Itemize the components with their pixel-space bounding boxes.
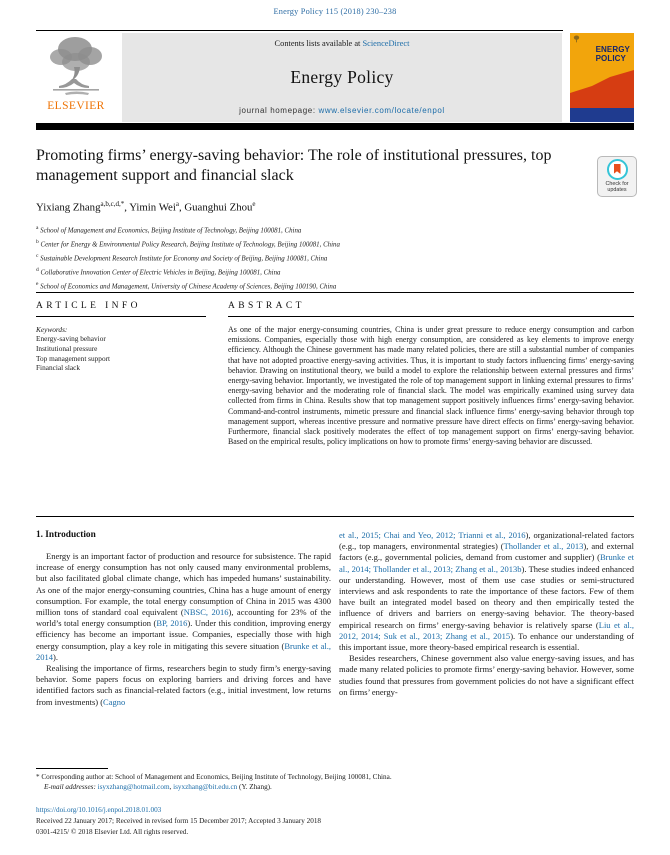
article-info-heading: ARTICLE INFO — [36, 301, 141, 311]
affiliation-row — [36, 251, 596, 265]
affiliation-row — [36, 237, 596, 251]
citation-link[interactable]: isyxzhang@bit.edu.cn — [173, 783, 238, 791]
citation-link[interactable]: isyxzhang@hotmail.com — [97, 783, 170, 791]
affiliation-sup: b — [36, 238, 39, 245]
affiliation-row — [36, 265, 596, 279]
elsevier-wordmark: ELSEVIER — [47, 100, 105, 112]
doi-link[interactable]: https://doi.org/10.1016/j.enpol.2018.01.003 — [36, 806, 162, 814]
affiliation-row — [36, 279, 596, 293]
body-column-right — [339, 530, 634, 766]
homepage-url-link[interactable]: www.elsevier.com/locate/enpol — [318, 106, 445, 115]
citation-link[interactable]: Brunke et al., 2014 — [36, 640, 331, 662]
header-thick-bar — [36, 123, 634, 130]
citation-link[interactable]: NBSC, 2016 — [183, 607, 229, 618]
badge-text-line2: updates — [607, 187, 627, 193]
citation-link[interactable]: Thollander et al., 2013 — [503, 541, 584, 552]
contents-line — [275, 39, 410, 48]
keyword-item: Energy-saving behavior — [36, 334, 106, 343]
abstract-section — [228, 301, 634, 447]
cover-bottom-band — [570, 108, 634, 122]
updates-circle-icon — [607, 159, 628, 180]
badge-text-line1: Check for — [605, 181, 629, 187]
bookmark-icon — [614, 164, 621, 174]
citation-link[interactable]: et al., 2015; Chai and Yeo, 2012; Trianni et al., 2016 — [339, 530, 526, 540]
keyword-item: Top management support — [36, 353, 111, 363]
affiliation-sup: c — [36, 252, 39, 259]
article-info-heading-rule — [36, 316, 206, 317]
badge-text — [598, 181, 636, 193]
contents-prefix: Contents lists available at — [274, 39, 363, 48]
check-for-updates-badge[interactable] — [597, 156, 637, 197]
sciencedirect-link[interactable]: ScienceDirect — [362, 39, 410, 48]
citation-link[interactable]: Cagno — [103, 696, 126, 707]
affiliation-text: School of Economics and Management, University of Chinese Academy of Sciences, Beijing 100190, China — [38, 282, 337, 290]
cover-title — [596, 46, 630, 63]
affiliation-sup: d — [36, 266, 39, 273]
affiliation-text: School of Management and Economics, Beijing Institute of Technology, Beijing 100081, China — [38, 227, 302, 235]
citation-link[interactable]: BP, 2016 — [156, 618, 188, 629]
affiliation-sup: a — [36, 225, 39, 231]
abstract-bottom-rule — [36, 516, 634, 517]
keyword-item: Institutional pressure — [36, 343, 98, 353]
intro-paragraph: et al., 2015; Chai and Yeo, 2012; Trianni et al., 2016), organizational-related factors (e.g., top managers, environmental strategies) (Thollander et al., 2013), and external factors (e.g., governmental policies, demand from customer and supplier) (Brunke et al., 2014; Thollander et al., 2013; Zhang et al., 2013b). These studies indeed enhanced our understanding. However, most of them use case studies or semi-structured interviews and ask respondents to rate the importance of these factors. Few of them have built an integrated model based on theory and then empirically tested the influence of drivers and barriers on energy-saving behavior. The theory-based empirical research on firms’ energy-saving behavior is relatively sparse (Liu et al., 2012, 2014; Suk et al., 2013; Zhang et al., 2015). To enhance our understanding of this important issue, more theory-based empirical research is essential. — [339, 530, 634, 653]
journal-citation-header: Energy Policy 115 (2018) 230–238 — [273, 7, 397, 16]
body-column-left — [36, 551, 331, 765]
journal-cover-thumbnail — [570, 33, 634, 122]
affiliation-text: Collaborative Innovation Center of Electric Vehicles in Beijing, Beijing 100081, China — [38, 268, 281, 276]
elsevier-logo — [36, 33, 116, 122]
journal-banner — [122, 33, 562, 122]
abstract-heading-rule — [228, 316, 634, 317]
footnote-line2: E-mail addresses: isyxzhang@hotmail.com, isyxzhang@bit.edu.cn (Y. Zhang). — [44, 783, 272, 791]
footnote-line1: * Corresponding author at: School of Management and Economics, Beijing Institute of Technology, Beijing 100081, China. — [36, 773, 392, 781]
affiliation-sup: e — [36, 280, 39, 287]
header-top-rule — [36, 30, 563, 31]
keywords-label: Keywords: — [36, 325, 68, 334]
homepage-label: journal homepage: — [239, 106, 319, 115]
affiliation-text: Sustainable Development Research Institute for Economy and Society of Beijing, Beijing 100081, China — [38, 255, 328, 263]
cover-title-line1: ENERGY — [595, 45, 630, 54]
cover-title-line2: POLICY — [595, 53, 626, 63]
affiliation-row — [36, 223, 596, 237]
journal-title: Energy Policy — [290, 66, 394, 87]
homepage-line — [239, 106, 445, 115]
author-list: Yixiang Zhang$^{a,b,c,d,*}$, Yimin Wei$^a$, Guanghui Zhou$^e$ — [36, 200, 256, 214]
introduction-heading: 1. Introduction — [36, 530, 96, 540]
citation-link[interactable]: Liu et al., 2012, 2014; Suk et al., 2013; Zhang et al., 2015 — [339, 619, 634, 641]
article-title: Promoting firms’ energy-saving behavior: The role of institutional pressures, top management support and financial slack — [36, 147, 552, 184]
abstract-text: As one of the major energy-consuming countries, China is under great pressure to reduce energy consumption and carbon emissions. Companies, especially those with high energy consumption, are considered as key elements to improve energy efficiency. Although the Chinese government has made many related policies, there are still a substantial number of companies that have not adopted proactive energy-saving activities. Thus, it is important to study factors influencing firms’ energy-saving behavior. Drawing on institutional theory, we build a model to explore the relationship between external pressures and firms’ energy-saving behavior. Importantly, we investigated the role of top management support in linking external pressures to firms’ energy-saving behavior and the moderating role of financial slack. The model was empirically examined using survey data collected from firms in China. Results show that top management support positively influences firms’ energy-saving behavior. Command-and-control instruments, mimetic pressure and financial slack influence firms’ energy-saving behavior through top management support, whereas incentive pressure and normative pressure have direct effects on firms’ energy-saving behavior. Furthermore, financial slack positively moderates the effect of top management support on firms’ energy-saving behavior. Based on the empirical results, policy implications on how to promote firms’ energy-saving behavior are discussed. — [228, 325, 634, 447]
footnote-rule — [36, 768, 108, 769]
abstract-heading: ABSTRACT — [228, 301, 305, 311]
intro-paragraph: Besides researchers, Chinese government also value energy-saving issues, and has made many related policies to promote firms’ energy-saving behavior. However, some studies found that pressures from government policies do not have a significant effect on firms’ energy- — [339, 653, 634, 697]
keyword-item: Financial slack — [36, 363, 80, 373]
article-info-section — [36, 301, 206, 373]
corresponding-author-footnote — [36, 772, 634, 792]
intro-paragraph: Realising the importance of firms, researchers begin to study firm’s energy-saving behavior. Some papers focus on exploring barriers and driving forces and have identified factors such as financial-related factors (e.g., initial investment, low returns from investments) (Cagno — [36, 663, 331, 707]
intro-paragraph: Energy is an important factor of production and resource for subsistence. The rapid increase of energy consumption has not only caused many environmental problems, but also facilitated global climate change, which has impeded humans’ sustainability. As one of the major energy-consuming countries, China has a huge amount of energy consumption. For example, the total energy consumption of China in 2015 was 4300 million tons of standard coal equivalent (NBSC, 2016), accounting for 23% of the world’s total energy consumption (BP, 2016). Under this condition, improving energy efficiency has become an important issue. Companies, especially those with high energy consumption, play a key role in mitigating this severe situation (Brunke et al., 2014). — [36, 551, 331, 662]
affiliation-divider-rule — [36, 292, 634, 293]
issn-copyright: 0301-4215/ © 2018 Elsevier Ltd. All rights reserved. — [36, 828, 189, 836]
affiliation-text: Center for Energy & Environmental Policy Research, Beijing Institute of Technology, Beijing 100081, China — [38, 241, 340, 249]
received-dates: Received 22 January 2017; Received in revised form 15 December 2017; Accepted 3 January 2018 — [36, 817, 322, 825]
affiliation-list — [36, 223, 596, 292]
citation-link[interactable]: Brunke et al., 2014; Thollander et al., 2013; Zhang et al., 2013b — [339, 552, 634, 574]
elsevier-tree-icon — [45, 33, 107, 99]
